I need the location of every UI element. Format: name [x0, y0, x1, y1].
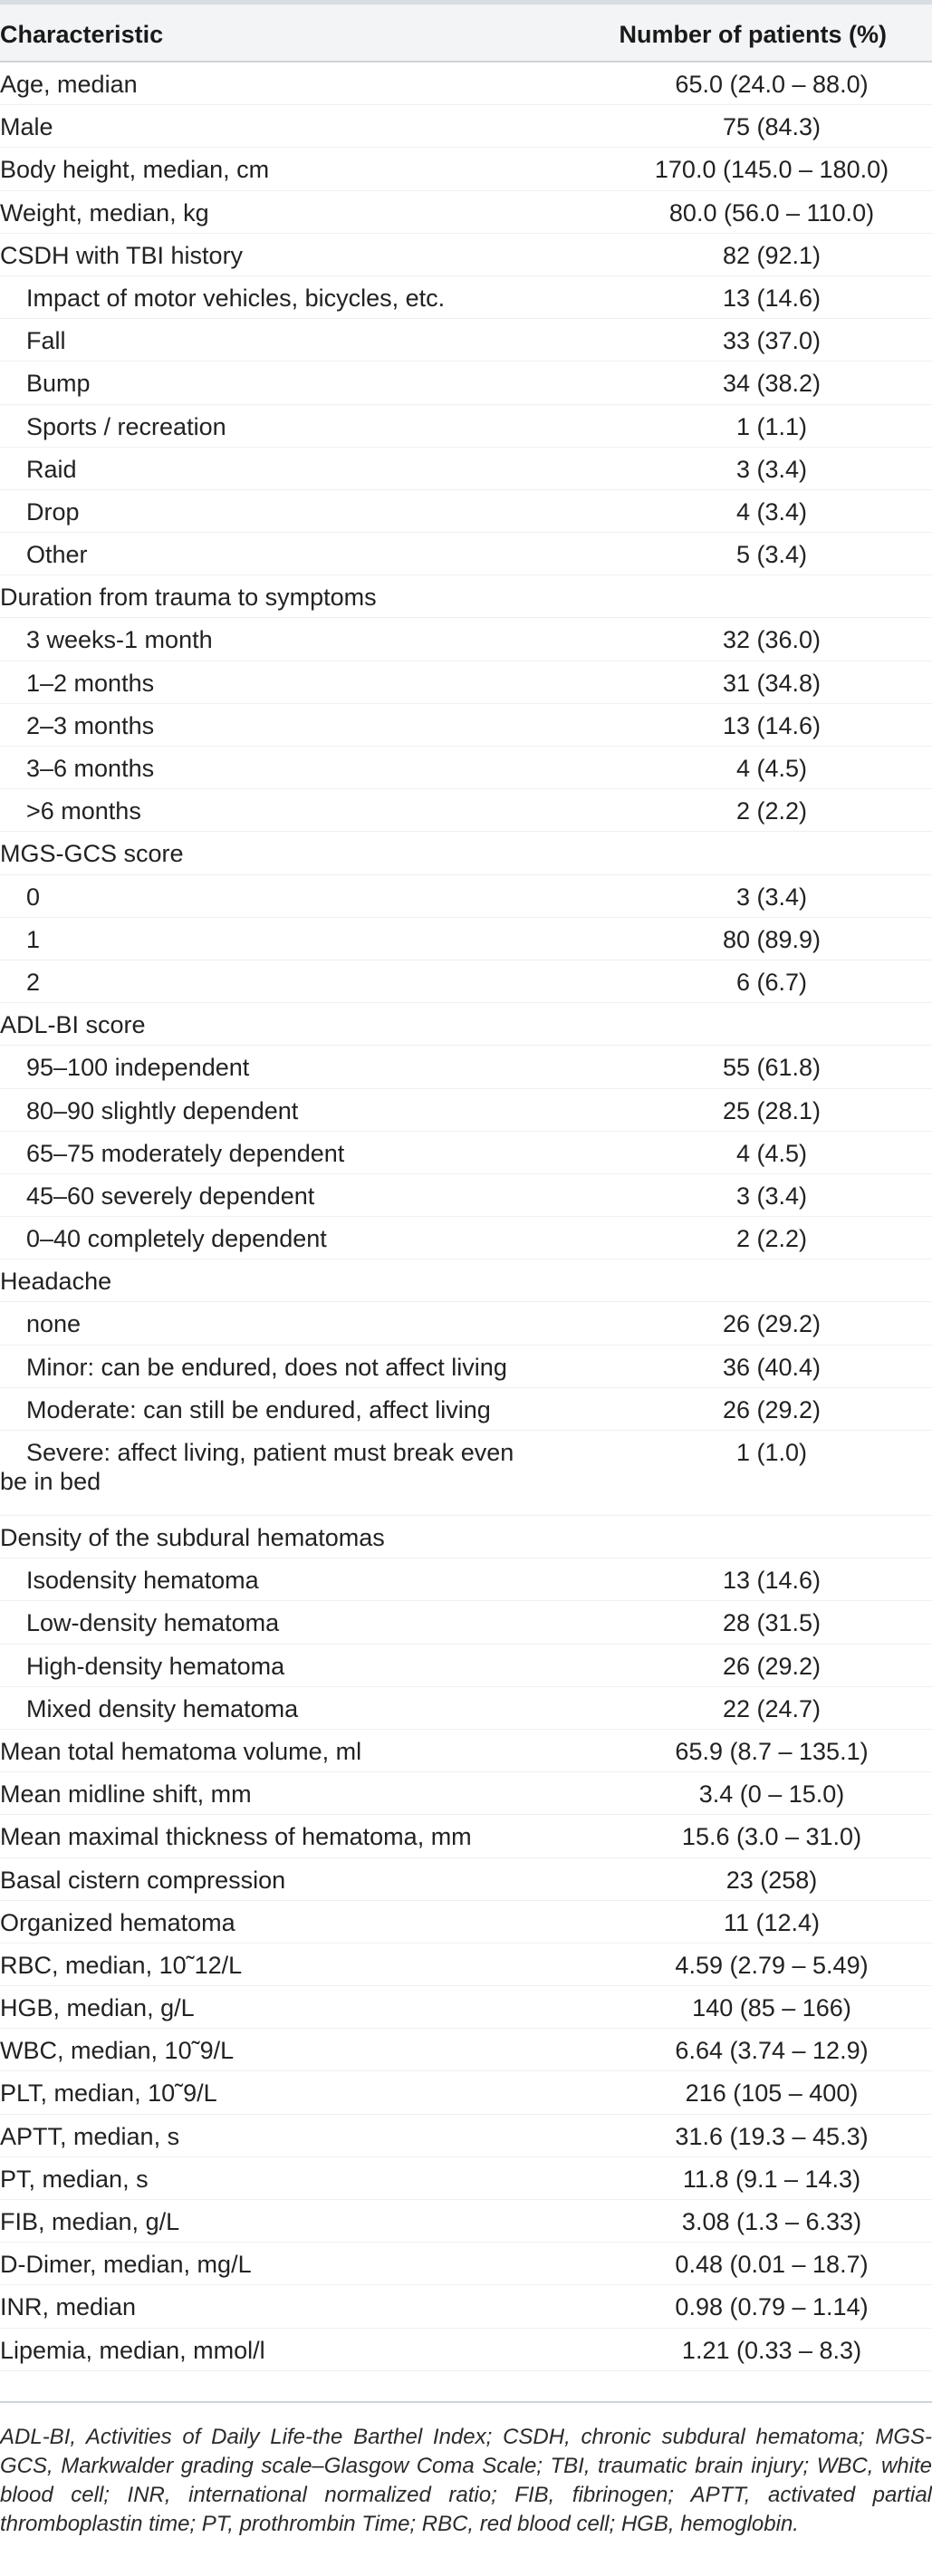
row-label: Mean maximal thickness of hematoma, mm [0, 1823, 472, 1851]
row-label: 1 [26, 925, 41, 953]
row-label: Drop [26, 497, 80, 526]
row-label: Male [0, 113, 53, 141]
row-value: 4.59 (2.79 – 5.49) [675, 1951, 869, 1979]
table-row [0, 1601, 932, 1644]
row-value: 33 (37.0) [722, 327, 822, 355]
row-value: 170.0 (145.0 – 180.0) [654, 156, 889, 184]
row-label: FIB, median, g/L [0, 2208, 180, 2235]
header-number-of-patients: Number of patients (%) [619, 21, 887, 48]
row-value: 80 (89.9) [722, 925, 822, 953]
table-row [0, 63, 932, 105]
row-label: 3 weeks-1 month [26, 626, 213, 654]
row-label: Bump [26, 370, 91, 398]
row-value: 34 (38.2) [722, 370, 822, 398]
row-value: 216 (105 – 400) [685, 2079, 859, 2108]
row-label: Raid [26, 455, 77, 483]
table-row [0, 105, 932, 148]
row-value: 1.21 (0.33 – 8.3) [681, 2336, 862, 2364]
row-label: Fall [26, 327, 66, 355]
row-label: Headache [0, 1268, 112, 1296]
table-row [0, 1687, 932, 1730]
row-label: RBC, median, 10˜12/L [0, 1951, 243, 1979]
row-value: 80.0 (56.0 – 110.0) [668, 198, 875, 227]
row-label: 45–60 severely dependent [26, 1182, 315, 1210]
row-value: 0.48 (0.01 – 18.7) [675, 2251, 869, 2279]
table-footnote: ADL-BI, Activities of Daily Life-the Barthel Index; CSDH, chronic subdural hematoma; MGS-GCS, Markwalder grading scale–Glasgow Coma Scale; TBI, traumatic brain injury; WBC, white blood cell; INR, international normalized ratio; FIB, fibrinogen; APTT, activated partial thromboplastin time; PT, prothrombin Time; RBC, red blood cell; HGB, hemoglobin. [0, 2401, 932, 2539]
table-row [0, 2071, 932, 2114]
row-label: APTT, median, s [0, 2122, 180, 2150]
table-row [0, 1558, 932, 1601]
table-row [0, 1815, 932, 1857]
row-label: Body height, median, cm [0, 156, 270, 184]
row-value: 3 (3.4) [735, 883, 808, 911]
table-row [0, 533, 932, 575]
row-value: 11 (12.4) [723, 1908, 821, 1936]
row-value: 65.9 (8.7 – 135.1) [675, 1737, 869, 1765]
table-row [0, 490, 932, 533]
row-value: 6 (6.7) [735, 968, 808, 996]
table-row [0, 1944, 932, 1986]
table-row [0, 618, 932, 661]
table-row [0, 1730, 932, 1772]
row-label: 80–90 slightly dependent [26, 1096, 299, 1124]
row-label: HGB, median, g/L [0, 1994, 195, 2022]
row-value: 26 (29.2) [722, 1395, 822, 1423]
row-value: 2 (2.2) [735, 797, 808, 825]
row-value: 26 (29.2) [722, 1652, 822, 1680]
row-value: 5 (3.4) [735, 541, 808, 569]
row-value: 3.4 (0 – 15.0) [698, 1780, 845, 1809]
row-label: >6 months [26, 797, 141, 825]
table-row [0, 1858, 932, 1901]
row-label: none [26, 1310, 82, 1338]
table-row [0, 148, 932, 190]
row-label: INR, median [0, 2293, 137, 2321]
row-label: 0–40 completely dependent [26, 1225, 327, 1253]
row-label: 65–75 moderately dependent [26, 1139, 345, 1167]
table-row [0, 575, 932, 618]
table-row [0, 918, 932, 960]
row-value: 140 (85 – 166) [692, 1994, 851, 2022]
table-row [0, 1772, 932, 1815]
row-label: PT, median, s [0, 2165, 149, 2193]
table-row [0, 661, 932, 704]
row-label: Impact of motor vehicles, bicycles, etc. [26, 284, 446, 312]
table-row [0, 1174, 932, 1217]
row-value: 31 (34.8) [722, 669, 822, 697]
table-row [0, 1259, 932, 1302]
table-row [0, 2029, 932, 2071]
table-row [0, 1388, 932, 1431]
row-value: 3 (3.4) [735, 455, 808, 483]
table-row [0, 191, 932, 234]
row-label: Organized hematoma [0, 1908, 235, 1936]
row-label: 95–100 independent [26, 1054, 250, 1082]
row-label: 2 [26, 968, 41, 996]
row-value: 65.0 (24.0 – 88.0) [675, 71, 869, 98]
table-row [0, 1645, 932, 1687]
row-label: Age, median [0, 71, 138, 98]
table-row [0, 1089, 932, 1132]
table-row [0, 2200, 932, 2243]
row-value: 23 (258) [725, 1866, 818, 1894]
table-row [0, 1217, 932, 1259]
row-value: 75 (84.3) [722, 113, 822, 141]
row-label: Basal cistern compression [0, 1866, 286, 1894]
row-value: 11.8 (9.1 – 14.3) [682, 2165, 861, 2193]
table-row [0, 1346, 932, 1388]
row-label: MGS-GCS score [0, 840, 184, 868]
row-value: 6.64 (3.74 – 12.9) [675, 2037, 869, 2065]
row-value: 1 (1.1) [735, 412, 808, 440]
table-row [0, 1516, 932, 1558]
row-label: Isodensity hematoma [26, 1567, 259, 1595]
row-label: Mean total hematoma volume, ml [0, 1737, 362, 1765]
table-row [0, 319, 932, 362]
table-row [0, 1003, 932, 1046]
table-row [0, 875, 932, 918]
row-label: 0 [26, 883, 41, 911]
row-label: Lipemia, median, mmol/l [0, 2336, 265, 2364]
row-value: 13 (14.6) [722, 284, 822, 312]
table-row [0, 1302, 932, 1345]
table-body [0, 63, 932, 2371]
table-row [0, 1986, 932, 2029]
table-row [0, 2157, 932, 2200]
table-row [0, 1901, 932, 1944]
table-row [0, 1046, 932, 1088]
row-value: 28 (31.5) [722, 1609, 822, 1637]
row-value: 13 (14.6) [722, 711, 822, 739]
row-label: Minor: can be endured, does not affect living [26, 1353, 507, 1381]
row-label: Low-density hematoma [26, 1609, 280, 1637]
row-label: WBC, median, 10˜9/L [0, 2037, 235, 2065]
row-value: 4 (4.5) [735, 755, 808, 782]
row-value: 4 (3.4) [735, 497, 808, 526]
row-label: 3–6 months [26, 755, 155, 782]
row-label: Mean midline shift, mm [0, 1780, 252, 1809]
table-row [0, 1132, 932, 1174]
row-value: 55 (61.8) [722, 1054, 822, 1082]
table-row [0, 276, 932, 319]
row-label: Other [26, 541, 88, 569]
row-value: 3.08 (1.3 – 6.33) [681, 2208, 862, 2235]
row-value: 4 (4.5) [735, 1139, 808, 1167]
row-value: 15.6 (3.0 – 31.0) [681, 1823, 862, 1851]
row-value: 2 (2.2) [735, 1225, 808, 1253]
table-header [0, 5, 932, 63]
row-value: 1 (1.0) [735, 1439, 808, 1466]
row-value: 25 (28.1) [722, 1096, 822, 1124]
row-value: 82 (92.1) [722, 241, 822, 269]
row-value: 3 (3.4) [735, 1182, 808, 1210]
row-value: 22 (24.7) [722, 1694, 822, 1722]
row-label: 2–3 months [26, 711, 155, 739]
row-label: Density of the subdural hematomas [0, 1524, 385, 1551]
row-label: ADL-BI score [0, 1011, 146, 1039]
table-row [0, 405, 932, 448]
row-label: Sports / recreation [26, 412, 226, 440]
row-value: 13 (14.6) [722, 1567, 822, 1595]
table-row [0, 832, 932, 874]
row-label: 1–2 months [26, 669, 155, 697]
row-label: Severe: affect living, patient must break even be in bed [0, 1439, 514, 1495]
row-value: 31.6 (19.3 – 45.3) [675, 2122, 869, 2150]
table-row [0, 960, 932, 1003]
row-label: High-density hematoma [26, 1652, 285, 1680]
table-row [0, 362, 932, 404]
table-row [0, 1431, 932, 1516]
row-label: Weight, median, kg [0, 198, 209, 227]
row-label: D-Dimer, median, mg/L [0, 2251, 252, 2279]
row-label: Moderate: can still be endured, affect living [26, 1395, 491, 1423]
table-row [0, 448, 932, 490]
row-label: Duration from trauma to symptoms [0, 584, 377, 612]
header-characteristic: Characteristic [0, 21, 164, 48]
row-label: PLT, median, 10˜9/L [0, 2079, 217, 2108]
table-row [0, 2285, 932, 2328]
row-value: 36 (40.4) [722, 1353, 822, 1381]
row-value: 26 (29.2) [722, 1310, 822, 1338]
row-label: Mixed density hematoma [26, 1694, 299, 1722]
table-row [0, 2329, 932, 2371]
table-row [0, 2115, 932, 2157]
table-row [0, 704, 932, 747]
table-row [0, 2243, 932, 2285]
table-row [0, 747, 932, 789]
row-label: CSDH with TBI history [0, 241, 244, 269]
table-row [0, 789, 932, 832]
row-value: 0.98 (0.79 – 1.14) [675, 2293, 869, 2321]
table-row [0, 234, 932, 276]
row-value: 32 (36.0) [722, 626, 822, 654]
